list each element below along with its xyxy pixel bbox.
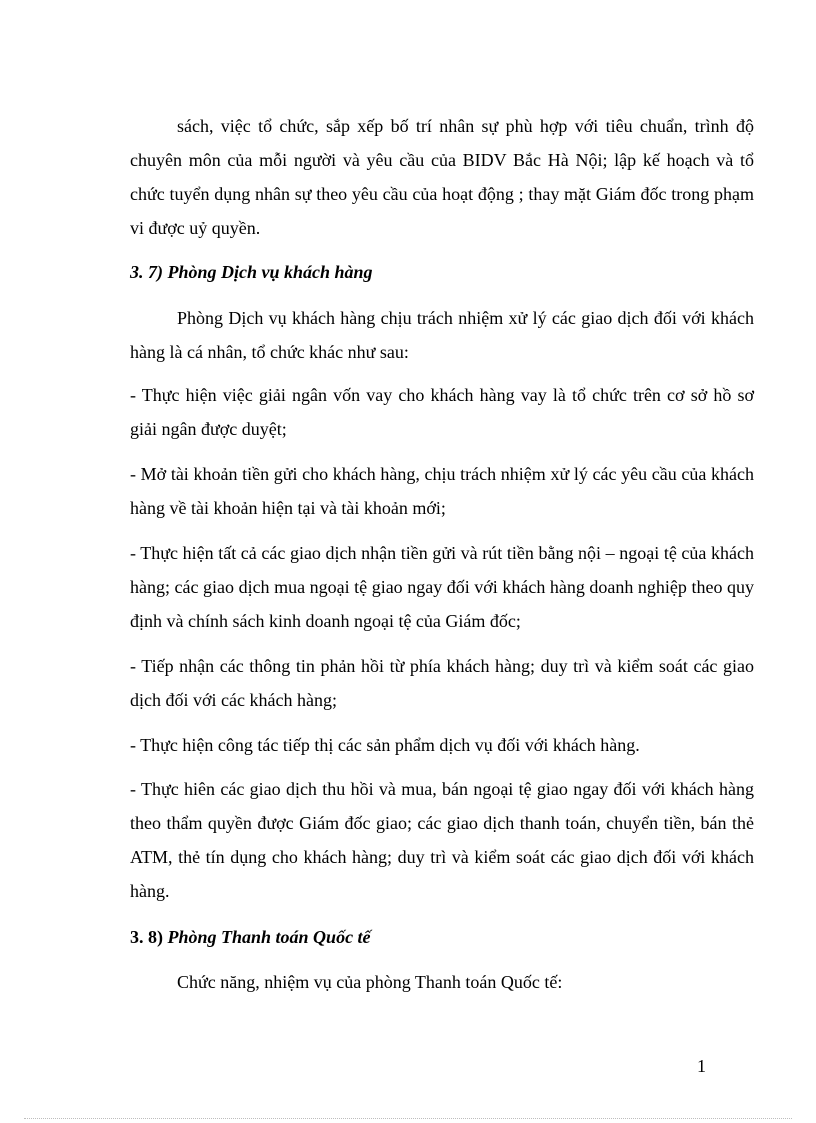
bullet-loan-disbursement: - Thực hiện việc giải ngân vốn vay cho khách hàng vay là tổ chức trên cơ sở hồ sơ giải ngân được duyệt; (130, 385, 754, 439)
bullet-marketing: - Thực hiện công tác tiếp thị các sản phẩm dịch vụ đối với khách hàng. (130, 735, 640, 755)
section-number: 3. 8) (130, 927, 163, 947)
bullet-deposit-withdrawal: - Thực hiện tất cả các giao dịch nhận tiền gửi và rút tiền bằng nội – ngoại tệ của khách hàng; các giao dịch mua ngoại tệ giao ngay đối với khách hàng doanh nghiệp theo quy định và chính sách kinh doanh ngoại tệ của Giám đốc; (130, 543, 754, 631)
page-footer-divider (24, 1118, 792, 1119)
section-title: Phòng Thanh toán Quốc tế (167, 927, 371, 947)
bullet-customer-feedback: - Tiếp nhận các thông tin phản hồi từ phía khách hàng; duy trì và kiểm soát các giao dịch đối với các khách hàng; (130, 656, 754, 710)
page-number: 1 (697, 1056, 706, 1076)
paragraph-personnel-duties: sách, việc tổ chức, sắp xếp bố trí nhân sự phù hợp với tiêu chuẩn, trình độ chuyên môn của mỗi người và yêu cầu của BIDV Bắc Hà Nội; lập kế hoạch và tổ chức tuyển dụng nhân sự theo yêu cầu của hoạt động ; thay mặt Giám đốc trong phạm vi được uỷ quyền. (130, 116, 754, 238)
section-heading-3-7: 3. 7) Phòng Dịch vụ khách hàng (130, 262, 373, 282)
section-heading-3-8 (130, 925, 371, 949)
bullet-open-accounts: - Mở tài khoản tiền gửi cho khách hàng, chịu trách nhiệm xử lý các yêu cầu của khách hàng về tài khoản hiện tại và tài khoản mới; (130, 464, 754, 518)
bullet-forex-transactions: - Thực hiên các giao dịch thu hồi và mua, bán ngoại tệ giao ngay đối với khách hàng theo thẩm quyền được Giám đốc giao; các giao dịch thanh toán, chuyển tiền, bán thẻ ATM, thẻ tín dụng cho khách hàng; duy trì và kiểm soát các giao dịch đối với khách hàng. (130, 779, 754, 901)
paragraph-intl-payment-functions: Chức năng, nhiệm vụ của phòng Thanh toán Quốc tế: (177, 972, 563, 992)
paragraph-customer-service-intro: Phòng Dịch vụ khách hàng chịu trách nhiệm xử lý các giao dịch đối với khách hàng là cá nhân, tổ chức khác như sau: (130, 308, 754, 362)
